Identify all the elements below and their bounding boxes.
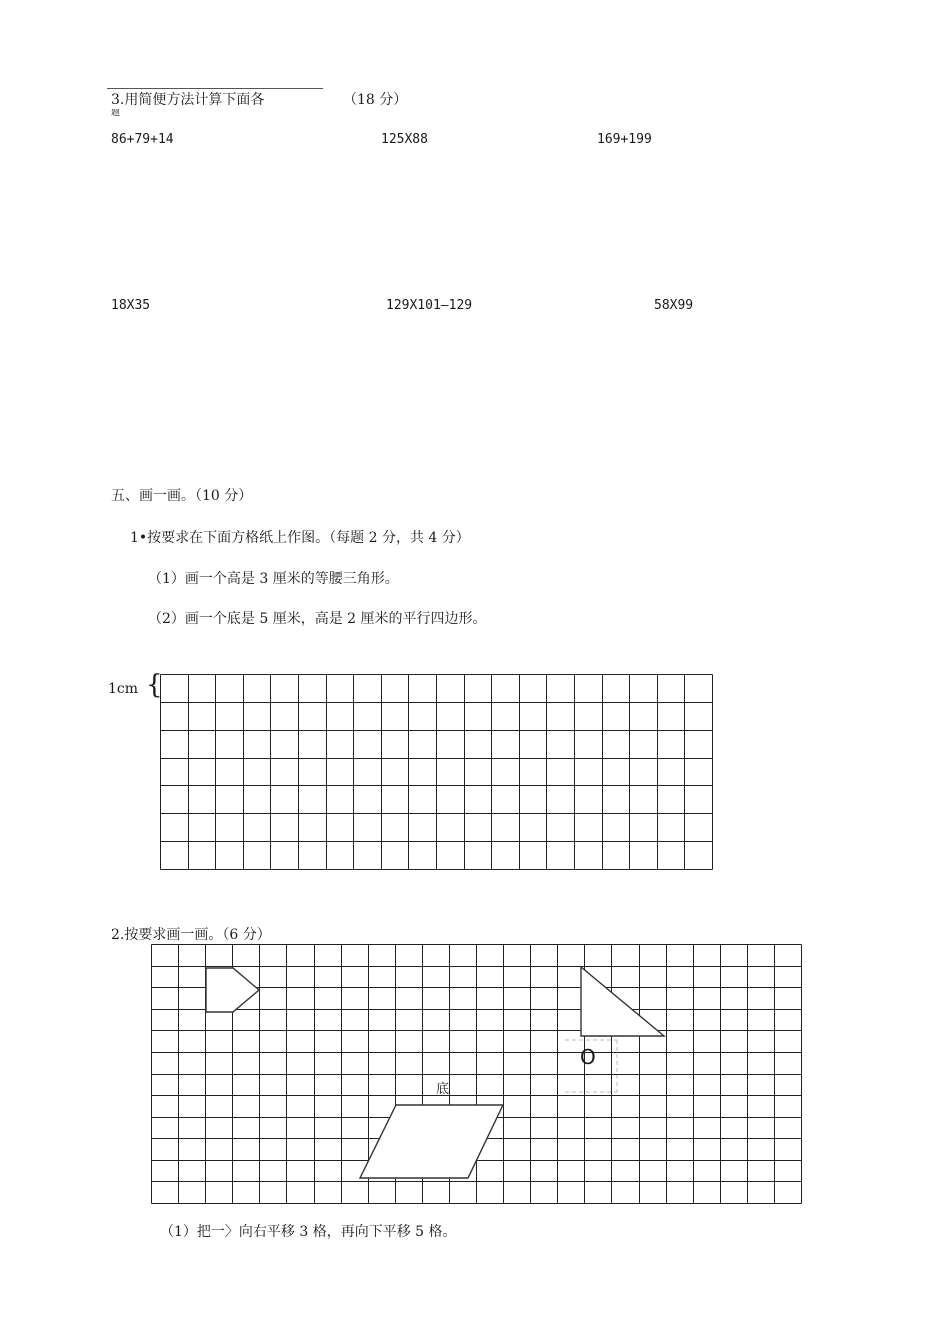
grid-1-lines [161, 675, 713, 870]
problem-1: 86+79+14 [111, 132, 174, 147]
section5-title: 五、画一画。（10 分） [111, 488, 253, 504]
problem-2: 125X88 [381, 132, 428, 147]
parallelogram-shape [360, 1105, 503, 1178]
pentagon-shape [206, 968, 259, 1012]
scale-brace: { [146, 670, 163, 700]
section3-title-tail: 题 [111, 109, 121, 117]
q1-item-2: （2）画一个底是 5 厘米，高是 2 厘米的平行四边形。 [148, 611, 487, 627]
problem-4: 18X35 [111, 298, 151, 313]
problem-5: 129X101—129 [386, 298, 473, 313]
right-triangle-shape [581, 967, 664, 1036]
section3-title: 3.用简便方法计算下面各 [111, 92, 265, 108]
scale-label: 1cm [108, 681, 139, 697]
problem-3: 169+199 [597, 132, 652, 147]
q1-instruction: 1•按要求在下面方格纸上作图。（每题 2 分，共 4 分） [130, 530, 470, 546]
label-base: 底 [436, 1082, 450, 1097]
header-rule [107, 88, 323, 89]
section3-score: （18 分） [343, 92, 408, 108]
grid-paper-1[interactable] [160, 674, 713, 870]
q1-item-1: （1）画一个高是 3 厘米的等腰三角形。 [148, 571, 399, 587]
label-point-o: O [580, 1045, 596, 1069]
q2-item-1: （1）把一〉向右平移 3 格，再向下平移 5 格。 [160, 1224, 457, 1240]
q2-instruction: 2.按要求画一画。（6 分） [111, 927, 271, 943]
grid-paper-2[interactable] [151, 944, 802, 1204]
problem-6: 58X99 [654, 298, 694, 313]
